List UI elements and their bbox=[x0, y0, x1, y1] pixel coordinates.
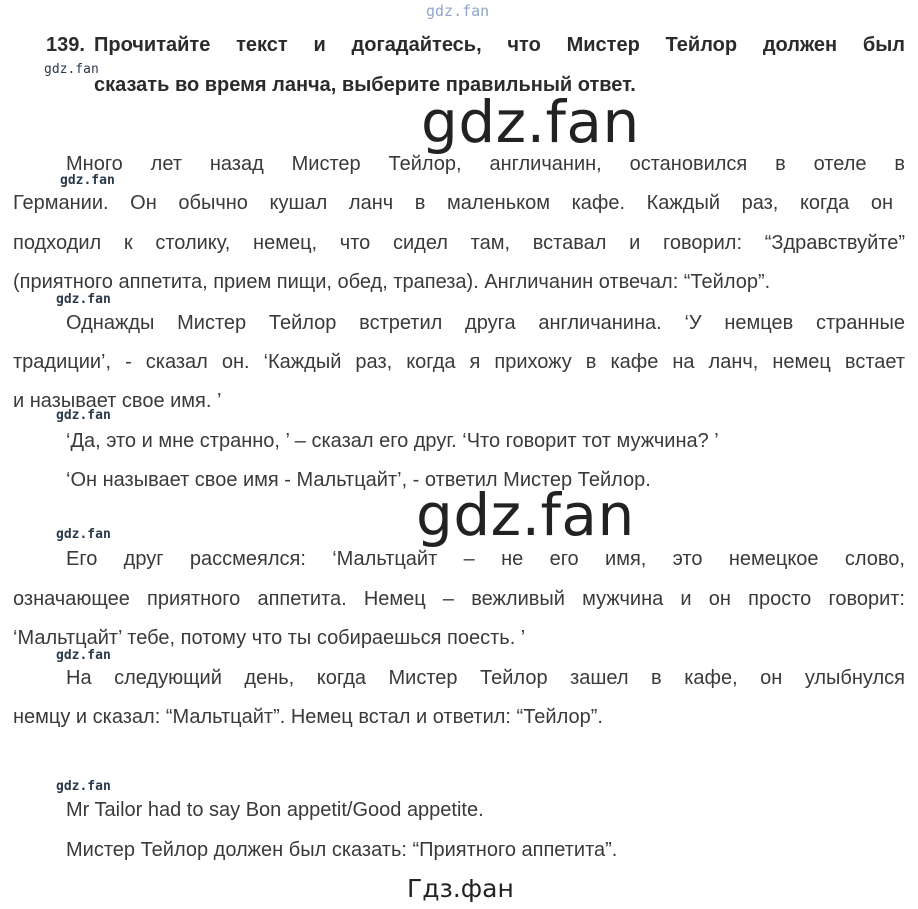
watermark-small: gdz.fan bbox=[56, 292, 111, 307]
watermark-small: gdz.fan bbox=[56, 527, 111, 542]
watermark-top: gdz.fan bbox=[426, 2, 490, 20]
paragraph-2-line: Однажды Мистер Тейлор встретил друга англичанина. ‘У немцев странные bbox=[66, 312, 905, 334]
watermark-small: gdz.fan bbox=[60, 173, 115, 188]
answer-russian: Мистер Тейлор должен был сказать: “Приятного аппетита”. bbox=[66, 839, 618, 861]
task-number: 139. bbox=[46, 34, 85, 56]
task-line-2: сказать во время ланча, выберите правильный ответ. bbox=[94, 74, 636, 96]
paragraph-1-line: подходил к столику, немец, что сидел там, вставал и говорил: “Здравствуйте” bbox=[13, 232, 905, 254]
paragraph-6-line: На следующий день, когда Мистер Тейлор зашел в кафе, он улыбнулся bbox=[66, 667, 905, 689]
paragraph-2-line: и называет свое имя. ’ bbox=[13, 390, 222, 412]
watermark-small: gdz.fan bbox=[56, 648, 111, 663]
paragraph-2-line: традиции’, - сказал он. ‘Каждый раз, когда я прихожу в кафе на ланч, немец встает bbox=[13, 351, 905, 373]
watermark-big: gdz.fan bbox=[421, 88, 640, 156]
watermark-small: gdz.fan bbox=[56, 408, 111, 423]
paragraph-6-line: немцу и сказал: “Мальтцайт”. Немец встал и ответил: “Тейлор”. bbox=[13, 706, 603, 728]
answer-english: Mr Tailor had to say Bon appetit/Good appetite. bbox=[66, 799, 484, 821]
paragraph-4: ‘Он называет свое имя - Мальтцайт’, - ответил Мистер Тейлор. bbox=[66, 469, 651, 491]
paragraph-1-line: Германии. Он обычно кушал ланч в маленьком кафе. Каждый раз, когда он bbox=[13, 192, 893, 214]
paragraph-5-line: ‘Мальтцайт’ тебе, потому что ты собираешься поесть. ’ bbox=[13, 627, 526, 649]
paragraph-5-line: означающее приятного аппетита. Немец – вежливый мужчина и он просто говорит: bbox=[13, 588, 905, 610]
watermark-small: gdz.fan bbox=[56, 779, 111, 794]
paragraph-1-line: Много лет назад Мистер Тейлор, англичанин, остановился в отеле в bbox=[66, 153, 905, 175]
paragraph-3: ‘Да, это и мне странно, ’ – сказал его друг. ‘Что говорит тот мужчина? ’ bbox=[66, 430, 719, 452]
paragraph-5-line: Его друг рассмеялся: ‘Мальтцайт – не его имя, это немецкое слово, bbox=[66, 548, 905, 570]
watermark-small: gdz.fan bbox=[44, 62, 99, 77]
task-line-1: Прочитайте текст и догадайтесь, что Мистер Тейлор должен был bbox=[94, 34, 905, 56]
paragraph-1-line: (приятного аппетита, прием пищи, обед, трапеза). Англичанин отвечал: “Тейлор”. bbox=[13, 271, 771, 293]
watermark-big: gdz.fan bbox=[416, 481, 635, 549]
watermark-bottom: Гдз.фан bbox=[407, 874, 514, 903]
